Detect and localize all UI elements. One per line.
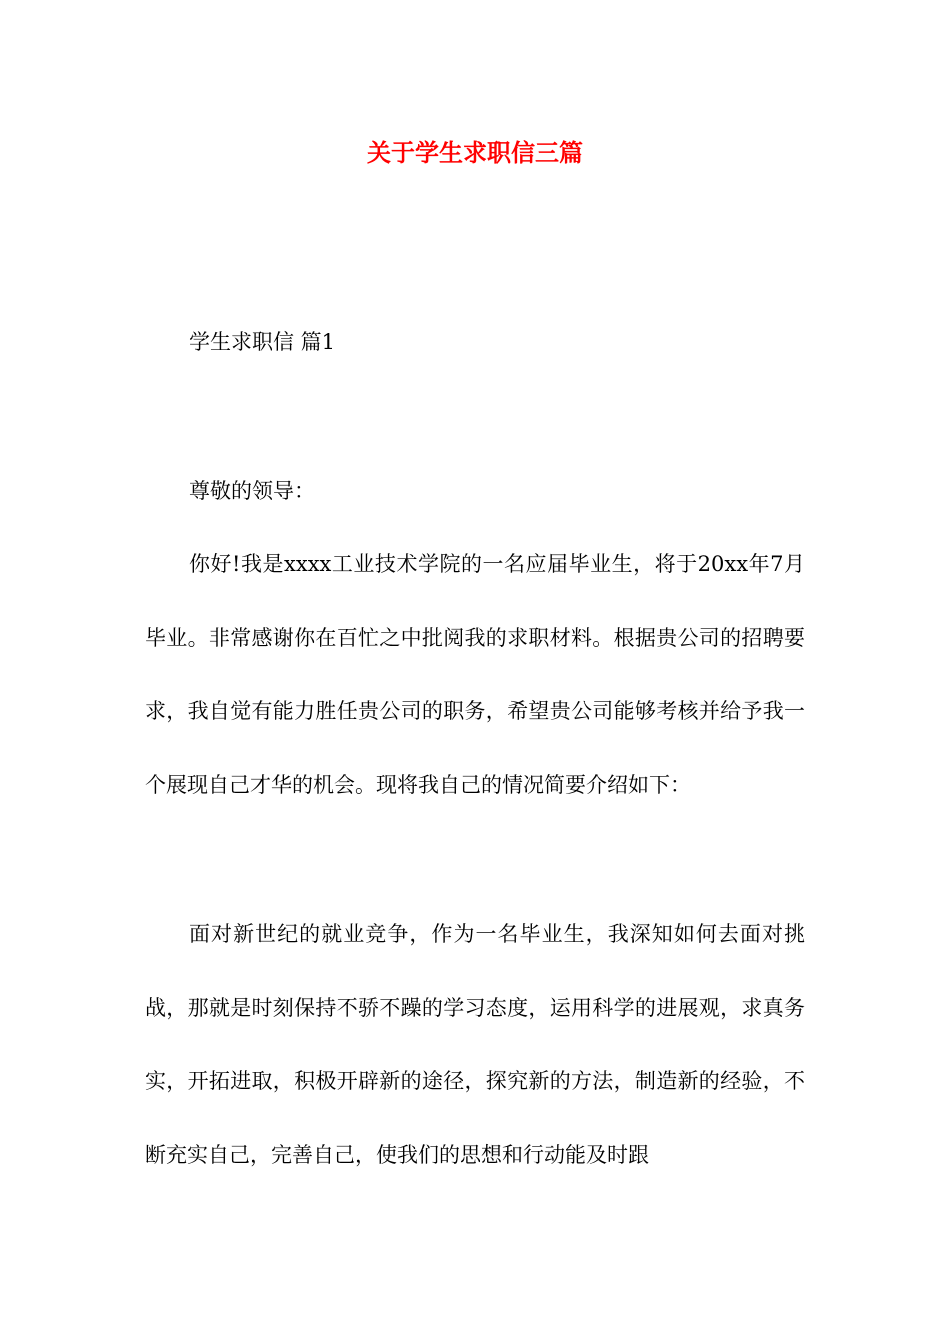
- document-title: 关于学生求职信三篇: [367, 138, 583, 167]
- salutation: 尊敬的领导：: [189, 479, 315, 503]
- body-paragraph-challenge: 面对新世纪的就业竞争，作为一名毕业生，我深知如何去面对挑战，那就是时刻保持不骄不躁的学习态度，运用科学的进展观，求真务实，开拓进取，积极开辟新的途径，探究新的方法，制造新的经验，不断充实自己，完善自己，使我们的思想和行动能及时跟: [145, 922, 805, 1167]
- section-heading: 学生求职信 篇1: [189, 330, 336, 354]
- body-paragraph-intro: 你好!我是xxxx工业技术学院的一名应届毕业生，将于20xx年7月毕业。非常感谢你在百忙之中批阅我的求职材料。根据贵公司的招聘要求，我自觉有能力胜任贵公司的职务，希望贵公司能够考核并给予我一个展现自己才华的机会。现将我自己的情况简要介绍如下：: [145, 552, 805, 797]
